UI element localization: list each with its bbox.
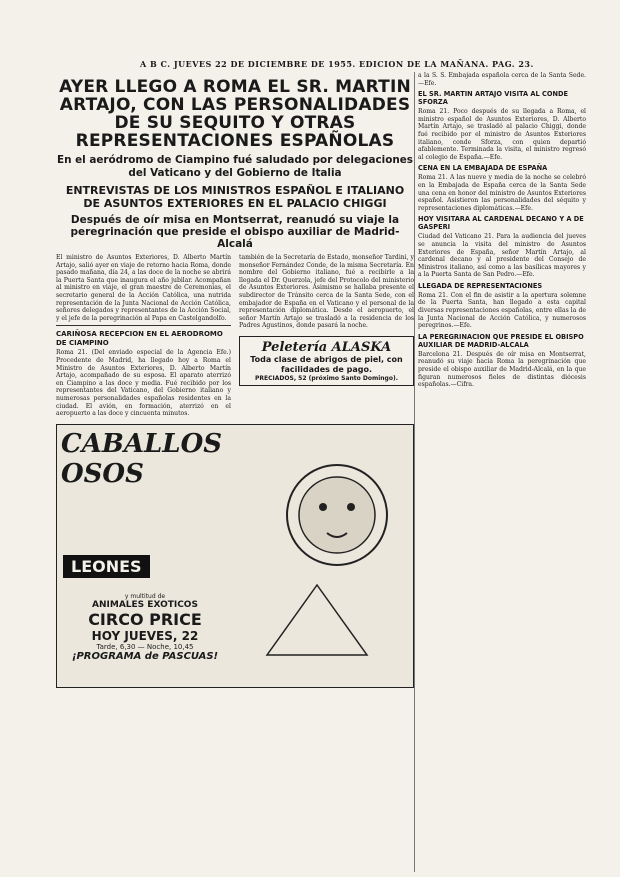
article-col-3: Roma 21. (Del enviado especial de la Agencia Efe.) Procedente de Madrid, ha llegado hoy a Roma el Ministro de Asuntos Exteriores, D. Alberto Martín Artajo, acompañado de su esposa. El aparato aterrizó en Ciampino a las doce y media. Fué recibido por los representantes del Vaticano, del Gobierno italiano y numerosas personalidades españolas residentes en la ciudad. El avión, en formación, aterrizó en el aeropuerto a las doce y cincuenta minutos. [56, 349, 231, 418]
article-columns [56, 254, 414, 418]
headline: AYER LLEGO A ROMA EL SR. MARTIN ARTAJO, CON LAS PERSONALIDADES DE SU SEQUITO Y OTRAS REPRESENTACIONES ESPAÑOLAS [59, 77, 411, 151]
right-h4: LLEGADA DE REPRESENTACIONES [418, 281, 543, 290]
right-t2: Roma 21. A las nueve y media de la noche se celebró en la Embajada de España cerca de la Santa Sede una cena en honor del ministro de Asuntos Exteriores español. Asistieron las personalidades del séquito y representaciones diplomáticas.—Efe. [418, 174, 586, 212]
ad-circo-l4: HOY JUEVES, 22 [91, 628, 199, 643]
article-col-1: El ministro de Asuntos Exteriores, D. Alberto Martín Artajo, salió ayer en viaje de retorno hacia Roma, donde pasado mañana, día 24, a las doce de la noche se abrirá la Puerta Santa que inaugura el año jubilar. Acompañan al ministro en viaje, el gran maestre de Ceremonias, el secretario general de la Acción Católica, una nutrida representación de la Junta Nacional de Acción Católica, señores delegados y representantes de la Acción Social, y el jefe de la peregrinación al Papa en Castelgandolfo. [56, 254, 231, 322]
right-h5: LA PEREGRINACION QUE PRESIDE EL OBISPO AUXILIAR DE MADRID-ALCALA [418, 332, 584, 349]
article-col-2: también de la Secretaría de Estado, monseñor Tardini, y monseñor Fernández Conde, de la misma Secretaría. En nombre del Gobierno italiano, fué a recibirle a la llegada el Dr. Querzola, jefe del Protocolo del ministerio de Asuntos Exteriores. Asimismo se hallaba presente el subdirector de Tránsito cerca de la Santa Sede, con el embajador de España en el Vaticano y el personal de la representación diplomática. Desde el aeropuerto, el señor Martín Artajo se trasladó a la residencia de los Padres Agustinos, donde pasará la noche. [239, 254, 414, 330]
ad-alaska[interactable] [239, 336, 414, 386]
ad-circo-l5: Tarde, 6,30 — Noche, 10,45 [96, 642, 194, 651]
ad-alaska-line2: PRECIADOS, 52 (próximo Santo Domingo). [255, 374, 398, 382]
ad-circo-price[interactable] [56, 424, 414, 688]
right-top: a la S. S. Embajada española cerca de la Santa Sede.—Efe. [418, 72, 586, 87]
right-t1: Roma 21. Poco después de su llegada a Roma, el ministro español de Asuntos Exteriores, D. Alberto Martín Artajo, se trasladó al palacio Chiggi, donde fué recibido por el ministro de Asuntos Exteriores italiano, conde Sforza, con quien departió afablemente. Terminada la visita, el ministro regresó al colegio de España.—Efe. [418, 108, 586, 161]
ad-alaska-line1: Toda clase de abrigos de piel, con facilidades de pago. [250, 354, 403, 374]
right-t4: Roma 21. Con el fin de asistir a la apertura solemne de la Puerta Santa, han llegado a esta capital diversas representaciones españolas, entre ellas la de la Junta Nacional de Acción Católica, y numerosos peregrinos.—Efe. [418, 291, 586, 330]
main-article [56, 72, 414, 688]
ad-circo-l6: ¡PROGRAMA de PASCUAS! [71, 650, 219, 662]
right-h1: EL SR. MARTIN ARTAJO VISITA AL CONDE SFORZA [418, 90, 568, 107]
ad-circo-l1: y multitud de [124, 592, 166, 600]
lion-illustration-icon [257, 445, 407, 665]
deck-2: ENTREVISTAS DE LOS MINISTROS ESPAÑOL E ITALIANO DE ASUNTOS EXTERIORES EN EL PALACIO CHIGGI [65, 184, 405, 210]
right-column [418, 72, 586, 389]
ad-circo-l2: ANIMALES EXOTICOS [92, 599, 198, 610]
ad-circo-title: CABALLOS OSOS [61, 428, 223, 489]
ad-circo-leones: LEONES [63, 555, 150, 578]
deck-1: En el aeródromo de Ciampino fué saludado por delegaciones del Vaticano y del Gobierno de Italia [57, 154, 413, 179]
right-t3: Ciudad del Vaticano 21. Para la audiencia del jueves se anuncia la visita del ministro de Asuntos Exteriores de España, señor Martín Artajo, al cardenal decano y al presidente del Consejo de Ministros italiano, así como a las basílicas mayores y a la Puerta Santa de San Pedro.—Efe. [418, 233, 586, 279]
subhead-reception: CARIÑOSA RECEPCION EN EL AERODROMO DE CIAMPINO [56, 330, 223, 347]
ad-circo-details [65, 593, 225, 662]
column-divider [414, 72, 415, 872]
right-h2: CENA EN LA EMBAJADA DE ESPAÑA [418, 164, 548, 173]
right-h3: HOY VISITARA AL CARDENAL DECANO Y A DE GASPERI [418, 215, 584, 232]
right-t5: Barcelona 21. Después de oír misa en Montserrat, reanudó su viaje hacia Roma la peregrinación que preside el obispo auxiliar de Madrid-Alcalá, en la que figuran numerosos fieles de distintas diócesis españolas.—Cifra. [418, 350, 586, 389]
deck-3: Después de oír misa en Montserrat, reanudó su viaje la peregrinación que preside el obispo auxiliar de Madrid-Alcalá [70, 214, 400, 250]
divider [56, 325, 231, 326]
ad-circo-l3: CIRCO PRICE [88, 609, 202, 629]
page-header: A B C. JUEVES 22 DE DICIEMBRE DE 1955. EDICION DE LA MAÑANA. PAG. 23. [140, 59, 534, 69]
ad-alaska-brand: Peletería ALASKA [261, 339, 392, 355]
